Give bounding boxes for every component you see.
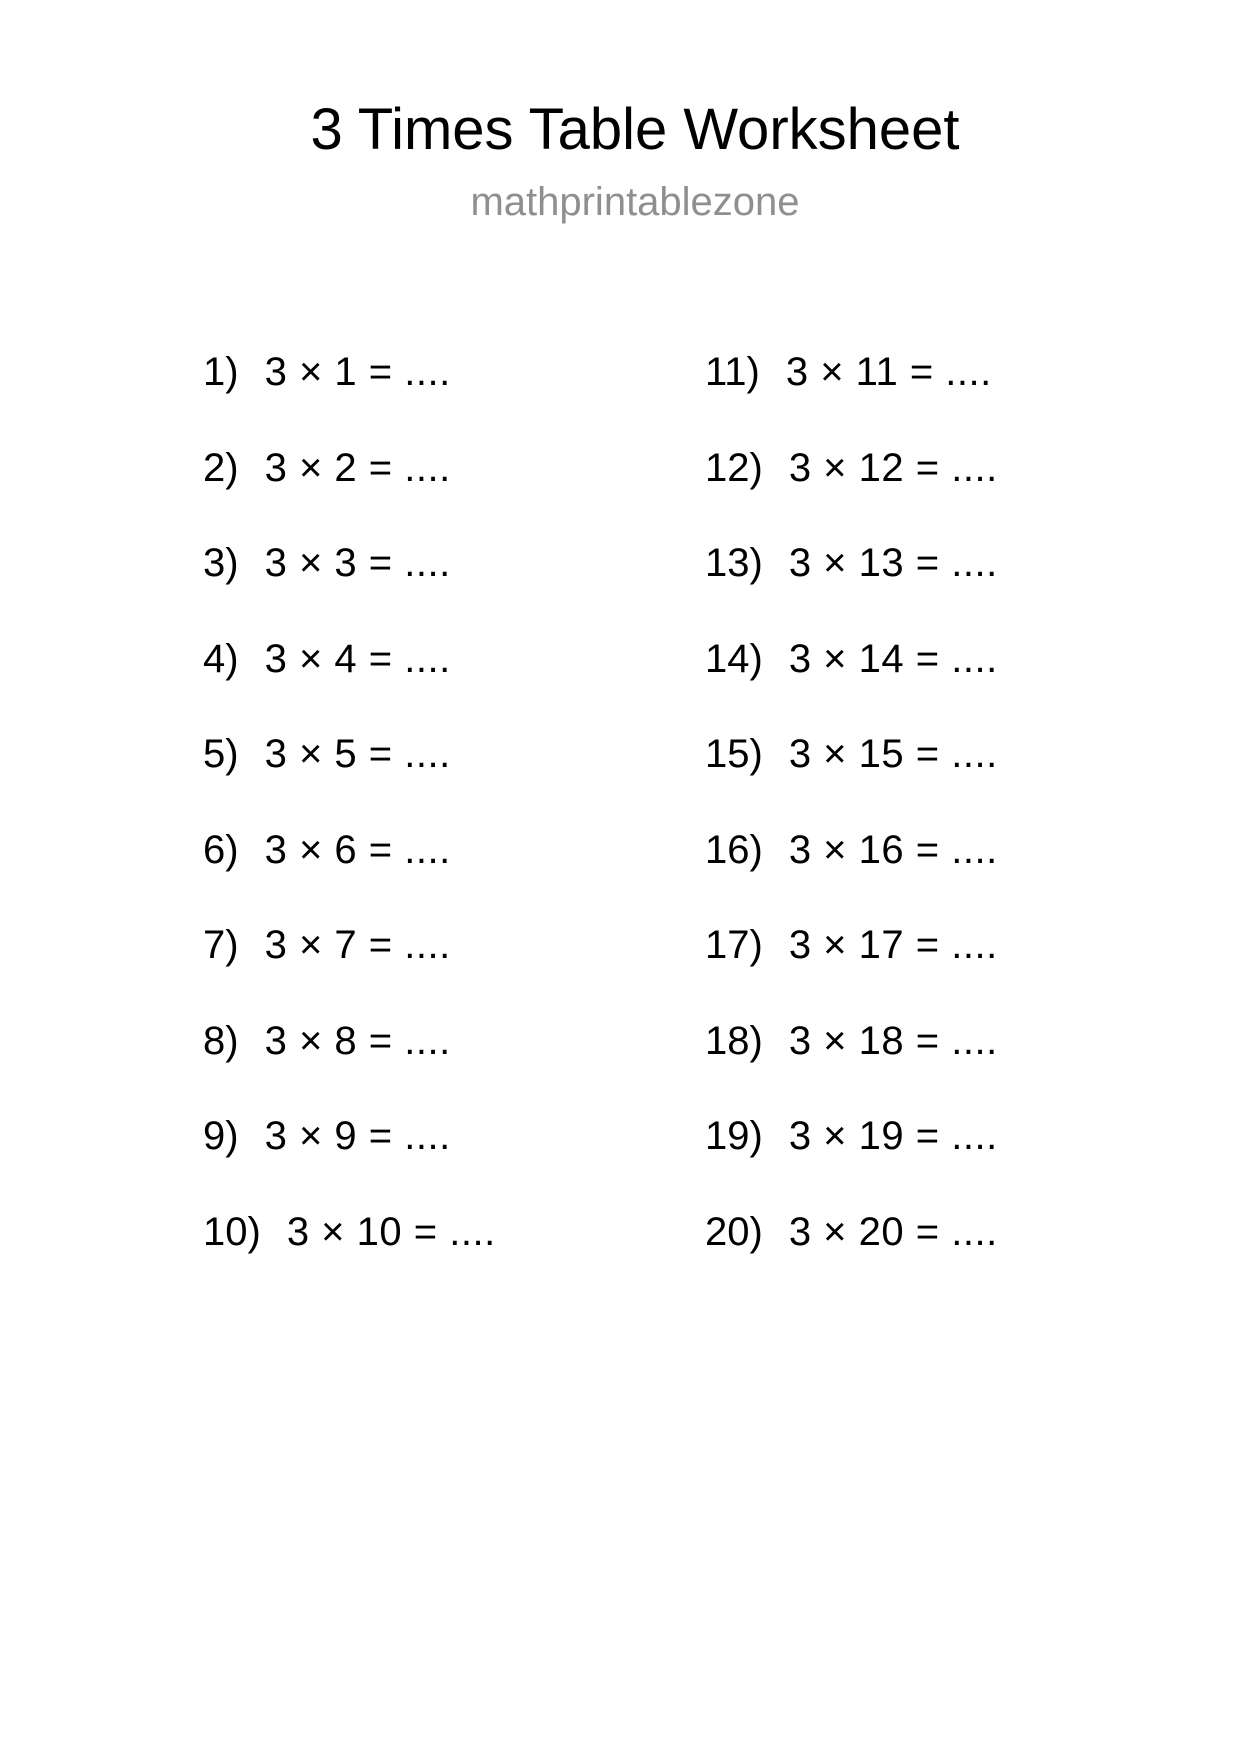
exercise-row <box>203 1116 496 1212</box>
exercise-number: 15) <box>705 732 763 776</box>
exercise-number: 1) <box>203 350 239 394</box>
exercise-expression: 3 × 10 = .... <box>286 1209 496 1254</box>
exercise-expression: 3 × 1 = .... <box>264 350 451 394</box>
page-subtitle: mathprintablezone <box>470 180 800 224</box>
exercise-expression: 3 × 19 = .... <box>788 1114 998 1158</box>
exercise-number: 8) <box>203 1018 239 1063</box>
exercise-row <box>203 636 496 735</box>
exercise-row <box>203 445 496 544</box>
exercise-number: 20) <box>705 1209 763 1254</box>
exercise-number: 18) <box>705 1018 763 1063</box>
exercise-expression: 3 × 18 = .... <box>788 1018 998 1063</box>
exercise-number: 2) <box>203 445 239 490</box>
exercise-column-left <box>203 352 496 1307</box>
exercise-number: 10) <box>203 1209 261 1254</box>
exercise-column-right <box>705 352 998 1307</box>
exercise-expression: 3 × 5 = .... <box>264 732 451 776</box>
page-title: 3 Times Table Worksheet <box>310 97 960 162</box>
exercise-row <box>705 925 998 1021</box>
exercise-expression: 3 × 2 = .... <box>264 445 451 490</box>
exercise-number: 16) <box>705 827 763 872</box>
exercise-expression: 3 × 14 = .... <box>788 636 998 681</box>
exercise-number: 11) <box>705 350 760 394</box>
exercise-row <box>705 445 998 544</box>
exercise-row <box>705 1209 998 1308</box>
exercise-row <box>203 1018 496 1117</box>
exercise-row <box>203 543 496 639</box>
exercise-expression: 3 × 20 = .... <box>788 1209 998 1254</box>
exercise-number: 13) <box>705 541 763 585</box>
exercise-expression: 3 × 11 = .... <box>785 350 992 394</box>
exercise-expression: 3 × 13 = .... <box>788 541 998 585</box>
exercise-row <box>705 734 998 830</box>
exercise-number: 3) <box>203 541 239 585</box>
exercise-expression: 3 × 17 = .... <box>788 923 998 967</box>
exercise-number: 14) <box>705 636 763 681</box>
exercise-number: 5) <box>203 732 239 776</box>
exercise-expression: 3 × 6 = .... <box>264 827 451 872</box>
exercise-row <box>203 827 496 926</box>
exercise-number: 12) <box>705 445 763 490</box>
exercise-row <box>203 352 496 448</box>
exercise-expression: 3 × 12 = .... <box>788 445 998 490</box>
exercise-number: 9) <box>203 1114 239 1158</box>
exercise-expression: 3 × 4 = .... <box>264 636 451 681</box>
exercise-row <box>705 352 998 448</box>
exercise-number: 6) <box>203 827 239 872</box>
exercise-number: 4) <box>203 636 239 681</box>
exercise-row <box>203 925 496 1021</box>
exercise-expression: 3 × 8 = .... <box>264 1018 451 1063</box>
exercise-row <box>705 636 998 735</box>
exercise-expression: 3 × 15 = .... <box>788 732 998 776</box>
exercise-row <box>705 1116 998 1212</box>
exercise-row <box>203 1209 496 1308</box>
exercise-expression: 3 × 9 = .... <box>264 1114 451 1158</box>
exercise-row <box>705 827 998 926</box>
exercise-expression: 3 × 16 = .... <box>788 827 998 872</box>
exercise-row <box>705 543 998 639</box>
exercise-number: 7) <box>203 923 239 967</box>
exercise-number: 19) <box>705 1114 763 1158</box>
exercise-row <box>203 734 496 830</box>
exercise-number: 17) <box>705 923 763 967</box>
exercise-expression: 3 × 3 = .... <box>264 541 451 585</box>
exercise-expression: 3 × 7 = .... <box>264 923 451 967</box>
exercise-row <box>705 1018 998 1117</box>
